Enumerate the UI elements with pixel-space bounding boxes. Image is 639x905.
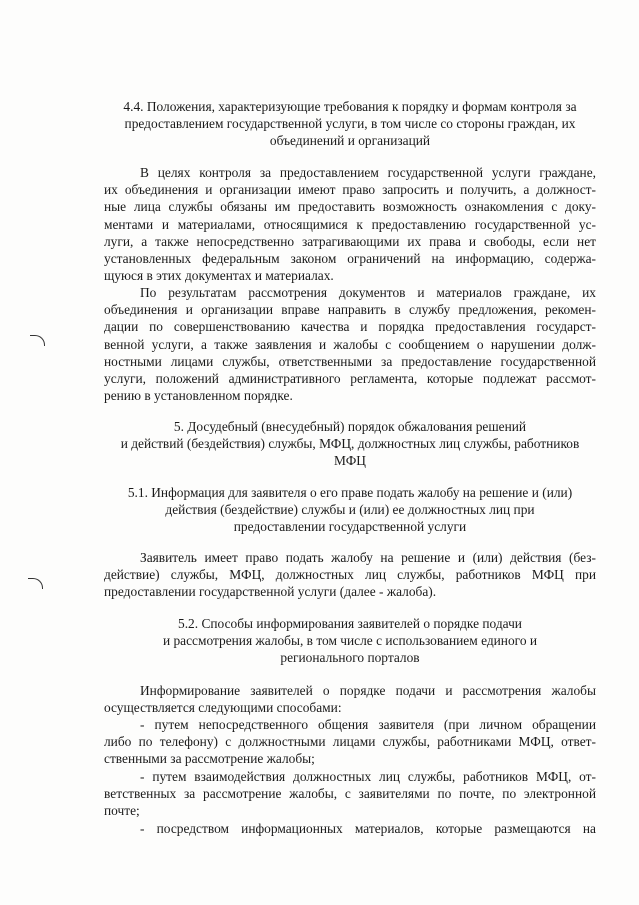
paragraph-line: ные лица службы обязаны им предоставить возможность ознакомления с доку- (104, 199, 596, 215)
section-5-1-paragraph (104, 549, 596, 601)
paragraph-line: рению в установленном порядке. (104, 388, 293, 404)
section-5-1-heading (104, 484, 596, 536)
section-5-2-list-item-1 (104, 716, 596, 768)
paragraph-line: действие) службы, МФЦ, должностных лиц службы, работников МФЦ при (104, 567, 596, 583)
section-4-4-paragraph-1 (104, 164, 596, 284)
binder-mark-top (30, 335, 45, 346)
paragraph-line: ментами и материалами, относящимися к предоставлению государственной ус- (104, 216, 596, 232)
paragraph-line: Заявитель имеет право подать жалобу на решение и (или) действия (без- (140, 550, 596, 565)
heading-line: МФЦ (334, 453, 366, 469)
paragraph-line: либо по телефону) с должностными лицами службы, работниками МФЦ, ответ- (104, 734, 596, 750)
section-5-2-heading (104, 615, 596, 667)
section-5-2-list-item-3 (104, 820, 596, 837)
heading-line: предоставлением государственной услуги, в том числе со стороны граждан, их (124, 116, 576, 132)
section-4-4-paragraph-2 (104, 284, 596, 404)
heading-line: 5. Досудебный (внесудебный) порядок обжалования решений (173, 419, 527, 434)
heading-line: и действий (бездействия) службы, МФЦ, должностных лиц службы, работников (120, 436, 580, 452)
paragraph-line: услуги, положений административного регламента, которые подлежат рассмот- (104, 371, 596, 387)
heading-line: 5.2. Способы информирования заявителей о порядке подачи (178, 616, 522, 631)
heading-line: 5.1. Информация для заявителя о его праве подать жалобу на решение и (или) (127, 485, 573, 500)
heading-line: предоставлении государственной услуги (233, 519, 467, 535)
paragraph-line: - путем взаимодействия должностных лиц службы, работников МФЦ, от- (140, 769, 596, 784)
binder-mark-bottom (28, 578, 43, 589)
paragraph-line: установленных федеральным законом ограничений на информацию, содержа- (104, 251, 596, 267)
heading-line: действия (бездействие) службы и (или) ее должностных лиц при (165, 502, 535, 518)
paragraph-line: венной услуги, а также заявления и жалобы с сообщением о нарушении долж- (104, 336, 596, 352)
paragraph-line: объединения и организации вправе направить в службу предложения, рекомен- (104, 302, 596, 318)
paragraph-line: их объединения и организации имеют право запросить и получить, а должност- (104, 182, 596, 198)
section-5-heading (104, 418, 596, 470)
paragraph-line: ветственных за рассмотрение жалобы, с заявителями по почте, по электронной (104, 786, 596, 802)
heading-line: и рассмотрения жалобы, в том числе с использованием единого и (162, 633, 538, 649)
paragraph-line: ностными лицами службы, ответственными за предоставление государственной (104, 353, 596, 369)
section-5-2-list-item-2 (104, 768, 596, 820)
paragraph-line: - посредством информационных материалов, которые размещаются на (140, 821, 596, 836)
paragraph-line: Информирование заявителей о порядке подачи и рассмотрения жалобы (140, 683, 596, 698)
paragraph-line: почте; (104, 803, 140, 819)
paragraph-line: предоставлении государственной услуги (далее - жалоба). (104, 584, 437, 600)
heading-line: 4.4. Положения, характеризующие требования к порядку и формам контроля за (123, 99, 577, 114)
section-5-2-intro (104, 682, 596, 716)
section-4-4-heading (104, 98, 596, 150)
paragraph-line: По результатам рассмотрения документов и материалов граждане, их (140, 285, 596, 300)
heading-line: регионального порталов (280, 650, 420, 666)
paragraph-line: луги, а также непосредственно затрагивающими их права и свободы, если нет (104, 233, 596, 249)
paragraph-line: дации по совершенствованию качества и порядка предоставления государст- (104, 319, 596, 335)
paragraph-line: осуществляется следующими способами: (104, 700, 342, 716)
paragraph-line: ственными за рассмотрение жалобы; (104, 751, 315, 767)
paragraph-line: - путем непосредственного общения заявителя (при личном обращении (140, 717, 596, 732)
paragraph-line: В целях контроля за предоставлением государственной услуги граждане, (140, 165, 596, 180)
paragraph-line: щуюся в этих документах и материалах. (104, 268, 334, 284)
heading-line: объединений и организаций (269, 133, 431, 149)
